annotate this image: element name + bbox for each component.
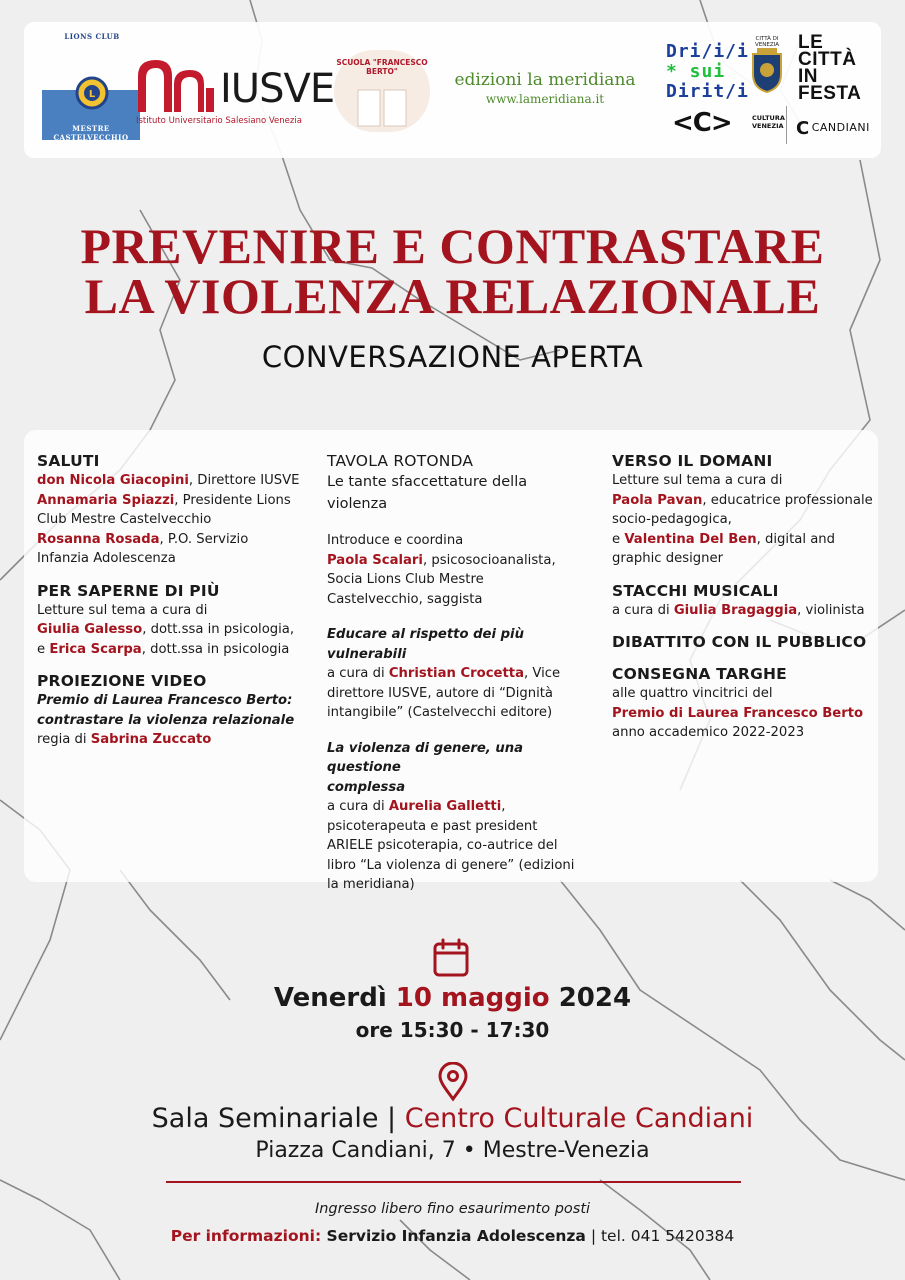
talk-title: complessa [327, 779, 406, 795]
connector-text: regia di [37, 732, 91, 747]
speaker-role: , violinista [797, 602, 865, 618]
program-column-3 [612, 452, 874, 743]
tavola-subtitle: violenza [327, 496, 388, 512]
la-meridiana-logo [450, 70, 640, 106]
iusve-name: IUSVE [220, 66, 335, 112]
festa-line-4: FESTA [798, 83, 862, 104]
event-date-highlight: 10 maggio [395, 983, 550, 1013]
section-heading-per-saperne: PER SAPERNE DI PIÙ [37, 581, 220, 600]
speaker-role: la meridiana) [327, 877, 415, 892]
doors-icon [334, 50, 430, 132]
speaker-role: Club Mestre Castelvecchio [37, 512, 212, 527]
event-address: Piazza Candiani, 7 • Mestre-Venezia [255, 1138, 650, 1163]
targhe-text: anno accademico 2022-2023 [612, 725, 805, 740]
lions-club-label: LIONS CLUB [64, 32, 120, 41]
talk-title: Educare al rispetto dei più vulnerabili [327, 627, 524, 662]
speaker-role: socio-pedagogica, [612, 512, 732, 527]
section-heading-dibattito: DIBATTITO CON IL PUBBLICO [612, 633, 867, 651]
le-citta-in-festa-logo [798, 34, 861, 102]
speaker-role: libro “La violenza di genere” (edizioni [327, 857, 575, 873]
event-room: Sala Seminariale | [151, 1103, 405, 1134]
event-venue-name: Centro Culturale Candiani [404, 1103, 754, 1134]
event-time: ore 15:30 - 17:30 [355, 1018, 550, 1042]
diritti-line-2: * sui [666, 61, 726, 82]
footer-divider [166, 1181, 741, 1183]
speaker-name: Erica Scarpa [49, 641, 142, 657]
cultura-venezia-label [752, 114, 785, 130]
location-pin-icon [437, 1062, 469, 1102]
speaker-name: Paola Pavan [612, 492, 703, 508]
connector-text: e [37, 641, 50, 657]
lions-club-location: MESTRE CASTELVECCHIO [53, 124, 129, 142]
festa-line-3: IN [798, 66, 818, 87]
info-line [0, 1227, 905, 1245]
section-heading-proiezione-video: PROIEZIONE VIDEO [37, 672, 207, 690]
info-service: Servizio Infanzia Adolescenza [321, 1227, 586, 1245]
cultura-venezia-logo [672, 108, 785, 138]
section-heading-consegna-targhe: CONSEGNA TARGHE [612, 665, 787, 683]
iusve-subtitle: Istituto Universitario Salesiano Venezia [136, 116, 302, 126]
candiani-logo [796, 118, 870, 139]
speaker-role: , digital and [756, 531, 836, 547]
meridiana-name: edizioni la meridiana [454, 70, 636, 90]
citta-di-venezia-label: CITTÀ DI VENEZIA [755, 36, 779, 48]
speaker-name: Giulia Bragaggia [673, 602, 798, 618]
svg-text:L: L [88, 89, 96, 100]
speaker-role: , Presidente Lions [174, 492, 291, 508]
section-heading-stacchi-musicali: STACCHI MUSICALI [612, 581, 779, 600]
meridiana-url: www.lameridiana.it [485, 92, 605, 106]
speaker-role: graphic designer [612, 551, 723, 566]
calendar-icon [432, 938, 470, 978]
info-label: Per informazioni: [170, 1227, 322, 1245]
section-intro: Letture sul tema a cura di [37, 602, 208, 618]
lions-emblem-icon [75, 76, 109, 110]
video-title: contrastare la violenza relazionale [37, 712, 295, 728]
program-column-1 [37, 452, 307, 750]
speaker-role: , dott.ssa in psicologia [141, 641, 290, 657]
section-heading-tavola-rotonda: TAVOLA ROTONDA [327, 452, 474, 470]
event-year: 2024 [549, 983, 632, 1013]
diritti-sui-diritti-logo [666, 41, 749, 102]
scuola-berto-label: SCUOLA "FRANCESCO BERTO" [336, 58, 428, 76]
speaker-role: Socia Lions Club Mestre [327, 572, 484, 587]
lions-club-logo [42, 32, 142, 142]
program-column-2 [327, 452, 597, 895]
event-venue [0, 1103, 905, 1134]
speaker-name: Sabrina Zuccato [90, 732, 212, 747]
speaker-name: Annamaria Spiazzi [37, 492, 175, 508]
page-title-line-1: PREVENIRE E CONTRASTARE [80, 218, 825, 274]
speaker-role: , Direttore IUSVE [188, 473, 300, 488]
cultura-label-line-1: CULTURA [752, 114, 785, 122]
candiani-mark: C [796, 118, 810, 139]
candiani-name: CANDIANI [811, 121, 870, 134]
targhe-text: alle quattro vincitrici del [612, 686, 773, 701]
speaker-name: Rosanna Rosada [37, 531, 160, 547]
speaker-role: , educatrice professionale [702, 492, 873, 508]
connector-text: a cura di [327, 799, 389, 814]
connector-text: a cura di [327, 666, 389, 681]
speaker-role: Castelvecchio, saggista [327, 591, 483, 607]
speaker-role: , Vice [523, 666, 561, 681]
speaker-name: don Nicola Giacopini [37, 473, 189, 488]
event-date [0, 983, 905, 1013]
free-entry-note: Ingresso libero fino esaurimento posti [314, 1201, 591, 1217]
speaker-role: , [501, 799, 506, 814]
tavola-subtitle: Le tante sfaccettature della [327, 474, 528, 490]
festa-line-2: CITTÀ [798, 49, 857, 70]
speaker-name: Valentina Del Ben [624, 531, 757, 547]
venezia-crest-icon [749, 48, 785, 94]
info-phone: | tel. 041 5420384 [585, 1227, 735, 1245]
speaker-role: , psicosocioanalista, [422, 552, 556, 568]
diritti-line-1: Dri/i/i [666, 41, 749, 62]
speaker-name: Paola Scalari [327, 552, 423, 568]
page-title-line-2: LA VIOLENZA RELAZIONALE [84, 268, 821, 324]
iusve-logo [136, 58, 335, 130]
speaker-name: Giulia Galesso [37, 622, 143, 637]
speaker-role: Infanzia Adolescenza [37, 551, 176, 566]
event-day: Venerdì [273, 983, 396, 1013]
section-heading-saluti: SALUTI [37, 452, 100, 470]
connector-text: a cura di [612, 602, 674, 618]
speaker-name: Christian Crocetta [388, 666, 524, 681]
section-intro: Introduce e coordina [327, 533, 464, 548]
festa-line-1: LE [798, 32, 824, 53]
page-subtitle: CONVERSAZIONE APERTA [261, 340, 644, 374]
scuola-berto-logo [334, 50, 430, 132]
cultura-mark: <C> [672, 108, 732, 138]
video-title: Premio di Laurea Francesco Berto: [37, 693, 293, 708]
speaker-role: ARIELE psicoterapia, co-autrice del [327, 838, 558, 853]
talk-title: La violenza di genere, una questione [327, 740, 524, 775]
prize-name: Premio di Laurea Francesco Berto [612, 705, 864, 721]
speaker-role: , dott.ssa in psicologia, [142, 622, 295, 637]
citta-di-venezia-logo [746, 36, 788, 96]
iusve-arches-icon [136, 58, 216, 112]
logo-divider [786, 106, 787, 144]
speaker-role: intangibile” (Castelvecchi editore) [327, 705, 553, 720]
section-heading-verso-il-domani: VERSO IL DOMANI [612, 452, 773, 470]
diritti-line-3: Dirit/i [666, 81, 749, 102]
cultura-label-line-2: VENEZIA [752, 122, 784, 130]
connector-text: e [612, 531, 625, 547]
speaker-name: Aurelia Galletti [388, 799, 502, 814]
speaker-role: direttore IUSVE, autore di “Dignità [327, 685, 554, 701]
sponsor-logo-bar [24, 22, 881, 158]
speaker-role: , P.O. Servizio [159, 531, 249, 547]
speaker-role: psicoterapeuta e past president [327, 818, 538, 834]
section-intro: Letture sul tema a cura di [612, 473, 783, 488]
